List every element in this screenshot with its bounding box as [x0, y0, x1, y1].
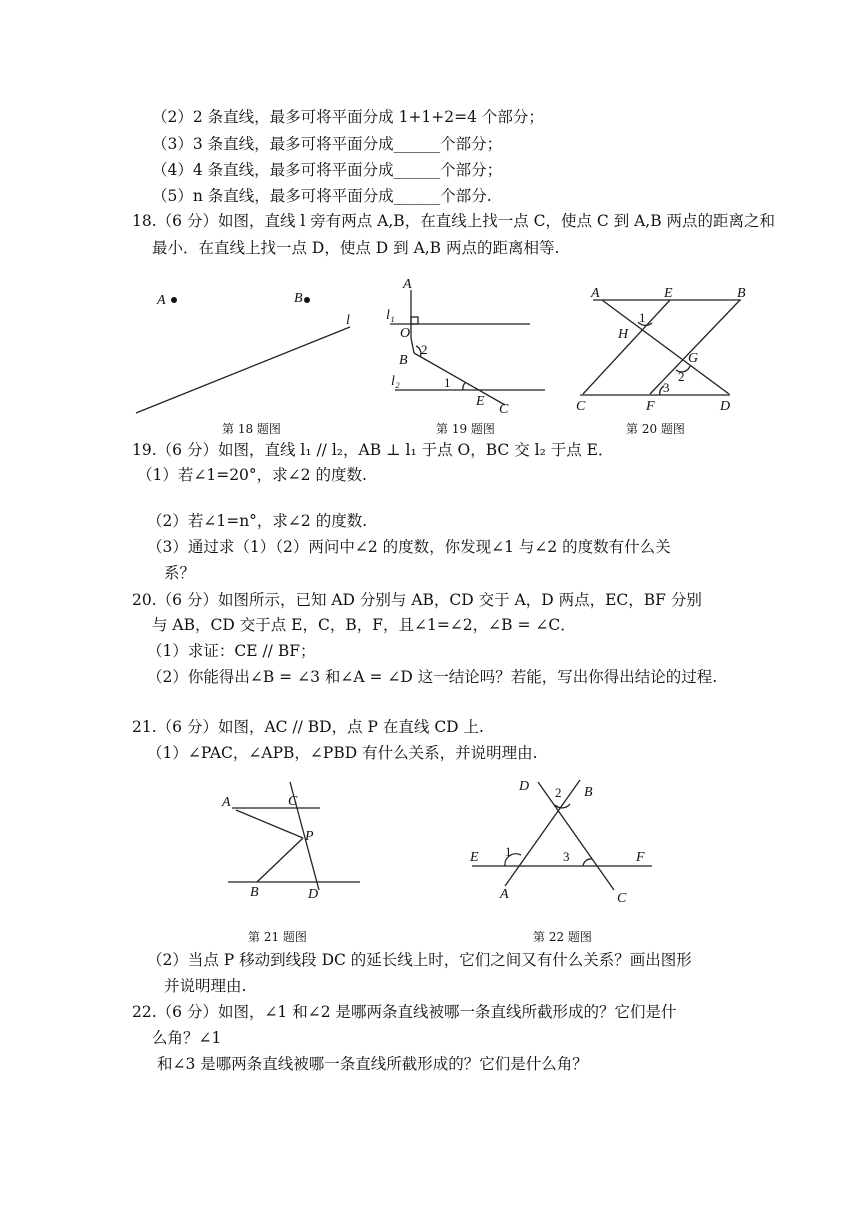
q19-line-4: （3）通过求（1）（2）两问中∠2 的度数，你发现∠1 与∠2 的度数有什么关	[147, 538, 671, 556]
label-d: D	[519, 779, 530, 794]
label-b: B	[250, 885, 259, 900]
label-o: O	[400, 326, 411, 341]
q19-line-2: （1）若∠1=20°，求∠2 的度数.	[137, 466, 367, 484]
q22-line-2: 么角？∠1	[152, 1029, 222, 1047]
label-a: A	[500, 887, 509, 902]
q19-line-5: 系？	[164, 564, 196, 582]
label-a: A	[157, 293, 166, 308]
q20-line-2: 与 AB，CD 交于点 E，C，B，F，且∠1=∠2，∠B = ∠C．	[152, 616, 576, 634]
label-e: E	[476, 394, 485, 409]
label-3: 3	[563, 849, 570, 864]
label-3: 3	[663, 380, 670, 395]
q18-line-1: 18.（6 分）如图，直线 l 旁有两点 A,B，在直线上找一点 C，使点 C 到 A,B 两点的距离之和	[132, 212, 776, 230]
q21-line-1: 21.（6 分）如图，AC // BD，点 P 在直线 CD 上.	[132, 718, 484, 736]
q22-line-1: 22.（6 分）如图，∠1 和∠2 是哪两条直线被哪一条直线所截形成的？它们是什	[132, 1003, 677, 1021]
q20-line-1: 20.（6 分）如图所示，已知 AD 分别与 AB，CD 交于 A，D 两点，EC，BF 分别	[132, 591, 702, 609]
q21-line-3: （2）当点 P 移动到线段 DC 的延长线上时，它们之间又有什么关系？画出图形	[147, 951, 692, 969]
label-2: 2	[555, 785, 562, 800]
caption-fig18: 第 18 题图	[222, 422, 281, 436]
label-1: 1	[505, 844, 512, 859]
label-g: G	[688, 351, 699, 366]
q17-line-2: （2）2 条直线，最多可将平面分成 1+1+2=4 个部分；	[152, 108, 544, 126]
q20-line-4: （2）你能得出∠B = ∠3 和∠A = ∠D 这一结论吗？若能，写出你得出结论的过程.	[147, 668, 718, 686]
caption-fig20: 第 20 题图	[626, 422, 685, 436]
label-c: C	[617, 891, 627, 906]
label-f: F	[646, 399, 655, 414]
label-h: H	[618, 327, 629, 342]
q21-line-2: （1）∠PAC，∠APB，∠PBD 有什么关系，并说明理由.	[147, 744, 538, 762]
label-b: B	[737, 286, 746, 301]
caption-fig21: 第 21 题图	[248, 930, 307, 944]
label-e: E	[470, 850, 479, 865]
line-ab	[505, 780, 580, 886]
label-2: 2	[421, 342, 428, 357]
q17-line-4: （4）4 条直线，最多可将平面分成______个部分；	[152, 161, 503, 179]
q22-line-3: 和∠3 是哪两条直线被哪一条直线所截形成的？它们是什么角？	[157, 1055, 588, 1073]
label-l2: l₂	[391, 374, 400, 389]
label-1: 1	[639, 310, 646, 325]
label-a: A	[591, 286, 600, 301]
line-dc	[538, 782, 614, 890]
caption-fig22: 第 22 题图	[533, 930, 592, 944]
label-c: C	[288, 794, 298, 809]
q18-line-2: 最小．在直线上找一点 D，使点 D 到 A,B 两点的距离相等.	[152, 239, 560, 257]
q17-line-5: （5）n 条直线，最多可将平面分成______个部分.	[152, 187, 492, 205]
label-l: l	[346, 313, 350, 328]
label-1: 1	[444, 375, 451, 390]
label-p: P	[305, 829, 314, 844]
q21-line-4: 并说明理由.	[164, 977, 247, 995]
q20-line-3: （1）求证：CE // BF；	[147, 642, 316, 660]
label-a: A	[222, 795, 231, 810]
angle-3-arc	[583, 859, 592, 866]
label-c: C	[576, 399, 586, 414]
q19-line-1: 19.（6 分）如图，直线 l₁ // l₂，AB ⊥ l₁ 于点 O，BC 交 l₂ 于点 E．	[132, 441, 614, 459]
label-a: A	[403, 277, 412, 292]
label-b: B	[294, 291, 303, 306]
label-b: B	[584, 785, 593, 800]
label-e: E	[664, 286, 673, 301]
label-l1: l₁	[386, 308, 395, 323]
label-2: 2	[678, 369, 685, 384]
label-b: B	[399, 353, 408, 368]
caption-fig19: 第 19 题图	[436, 422, 495, 436]
label-d: D	[308, 887, 319, 902]
label-c: C	[499, 402, 509, 417]
q17-line-3: （3）3 条直线，最多可将平面分成______个部分；	[152, 135, 503, 153]
label-f: F	[636, 850, 645, 865]
label-d: D	[720, 399, 731, 414]
q19-line-3: （2）若∠1=n°，求∠2 的度数.	[147, 512, 368, 530]
